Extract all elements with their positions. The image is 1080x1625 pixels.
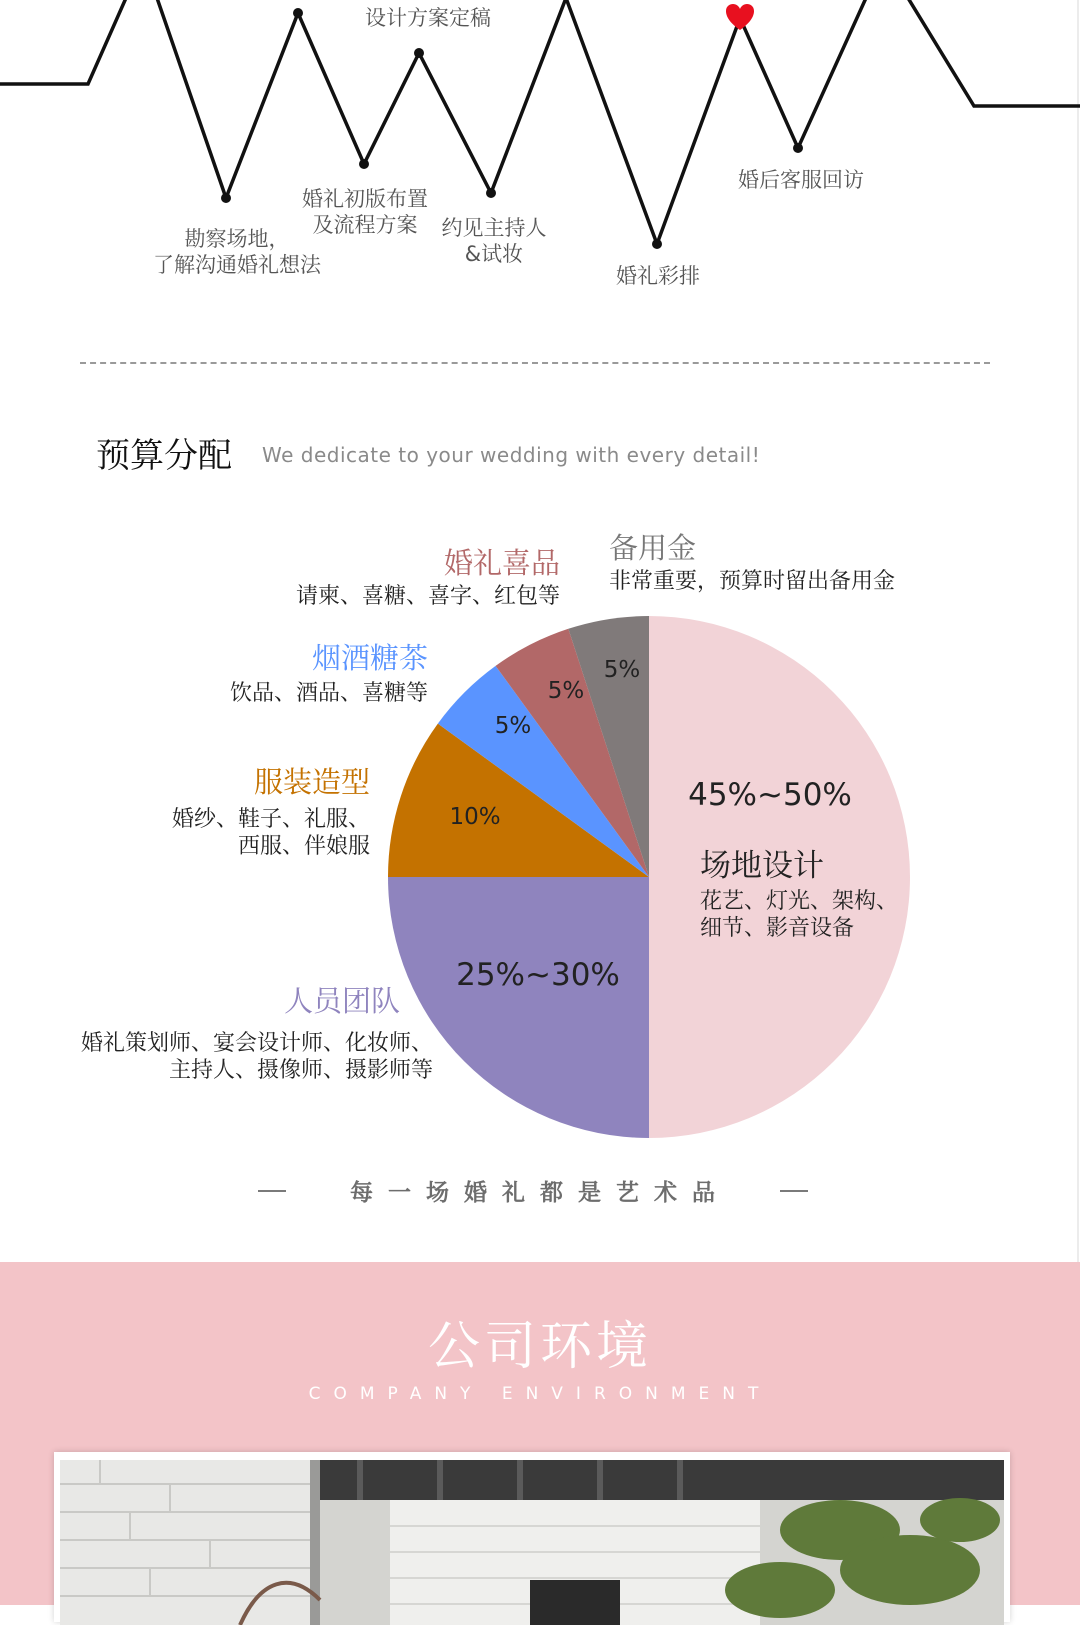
pie-slice-desc-reserve: 非常重要，预算时留出备用金 [609, 569, 896, 594]
company-subtitle: COMPANY ENVIRONMENT [308, 1384, 772, 1404]
pie-slice-percent-drinks: 5% [494, 713, 532, 739]
timeline-node [652, 239, 662, 249]
pie-slice-percent-reserve: 5% [603, 657, 641, 683]
pie-slice-name-drinks: 烟酒糖茶 [311, 641, 428, 675]
timeline-node [414, 48, 424, 58]
pie-slice-percent-gifts: 5% [547, 678, 585, 704]
pie-slice-name-team: 人员团队 [283, 984, 400, 1018]
company-environment-section [0, 1262, 1080, 1605]
slogan: 每一场婚礼都是艺术品 [350, 1180, 730, 1206]
pie-slice-percent-attire: 10% [449, 804, 501, 830]
section-subtitle: We dedicate to your wedding with every detail! [262, 443, 761, 467]
timeline-node [293, 8, 303, 18]
company-title: 公司环境 [427, 1317, 652, 1377]
timeline-node [221, 193, 231, 203]
pie-slice-desc-drinks: 饮品、酒品、喜糖等 [229, 681, 428, 706]
pie-slice-name-gifts: 婚礼喜品 [443, 546, 560, 580]
office-photo-image [60, 1460, 1004, 1625]
timeline-step-followup: 婚后客服回访 [738, 168, 864, 192]
pie-slice-desc-venue: 花艺、灯光、架构、 细节、影音设备 [700, 889, 899, 941]
pie-slice-desc-attire: 婚纱、鞋子、礼服、 西服、伴娘服 [171, 807, 370, 859]
dashed-divider [80, 362, 990, 364]
pie-slice-percent-team: 25%~30% [456, 957, 620, 993]
company-photo [60, 1460, 1004, 1625]
timeline-node [793, 143, 803, 153]
timeline-step-site-survey: 勘察场地， 了解沟通婚礼想法 [153, 227, 321, 277]
pie-slice-team [388, 877, 649, 1138]
timeline-step-host-makeup: 约见主持人 &试妆 [441, 216, 547, 266]
slogan-dash-right [780, 1190, 808, 1192]
timeline-step-rehearsal: 婚礼彩排 [616, 264, 700, 288]
pie-slice-name-attire: 服装造型 [253, 765, 370, 799]
company-photo-frame [54, 1452, 1010, 1622]
timeline-node [359, 159, 369, 169]
timeline-zigzag-line [0, 0, 1080, 244]
timeline-node [486, 188, 496, 198]
timeline-step-design-final: 设计方案定稿 [365, 6, 491, 30]
section-title: 预算分配 [96, 436, 232, 476]
pie-slice-desc-gifts: 请柬、喜糖、喜字、红包等 [295, 584, 560, 609]
timeline-step-initial-layout: 婚礼初版布置 及流程方案 [302, 187, 428, 237]
heart-icon [726, 4, 754, 30]
pie-slice-name-venue: 场地设计 [700, 848, 824, 884]
pie-slice-percent-venue: 45%~50% [688, 777, 852, 813]
pie-slice-name-reserve: 备用金 [609, 531, 697, 565]
pie-slice-desc-team: 婚礼策划师、宴会设计师、化妆师、 主持人、摄像师、摄影师等 [80, 1031, 433, 1083]
